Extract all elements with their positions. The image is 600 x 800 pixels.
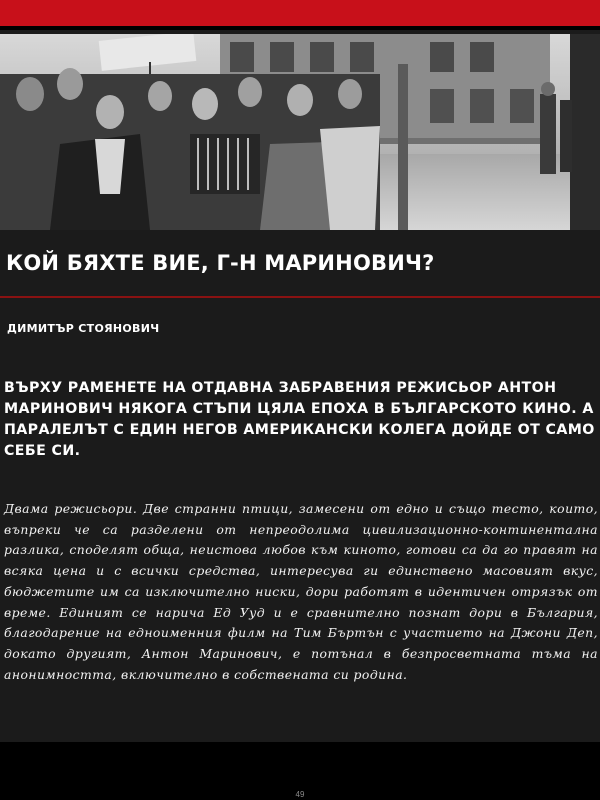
page-number: 49 [295, 790, 305, 799]
article-title: КОЙ БЯХТЕ ВИЕ, Г-Н МАРИНОВИЧ? [6, 251, 435, 275]
article-photo [0, 34, 600, 230]
crowd-with-accordion-photo [0, 34, 600, 230]
header-red-bar [0, 0, 600, 30]
author-name: ДИМИТЪР СТОЯНОВИЧ [7, 322, 160, 335]
title-divider [0, 296, 600, 298]
article-lead: ВЪРХУ РАМЕНЕТЕ НА ОТДАВНА ЗАБРАВЕНИЯ РЕЖИСЬОР АНТОН МАРИНОВИЧ НЯКОГА СТЪПИ ЦЯЛА ЕПОХА В БЪЛГАРСКОТО КИНО. А ПАРАЛЕЛЪТ С ЕДИН НЕГОВ АМЕРИКАНСКИ КОЛЕГА ДОЙДЕ ОТ САМО СЕБЕ СИ. [4, 380, 595, 459]
article-body: Двама режисьори. Две странни птици, замесени от едно и също тесто, които, въпреки че са разделени от непреодолима цивилизационно-континентална разлика, споделят обща, неистова любов към киното, готови са да го правят на всяка цена и с всички средства, интересува ги единствено масовият вкус, бюджетите им са изключително ниски, дори работят в идентичен отрязък от време. Единият се нарича Ед Ууд и е сравнително познат дори в България, благодарение на едноименния филм на Тим Бъртън с участието на Джони Деп, докато другият, Антон Маринович, е потънал в безпросветната тъма на анонимността, включително в собствената си родина. [4, 501, 598, 682]
